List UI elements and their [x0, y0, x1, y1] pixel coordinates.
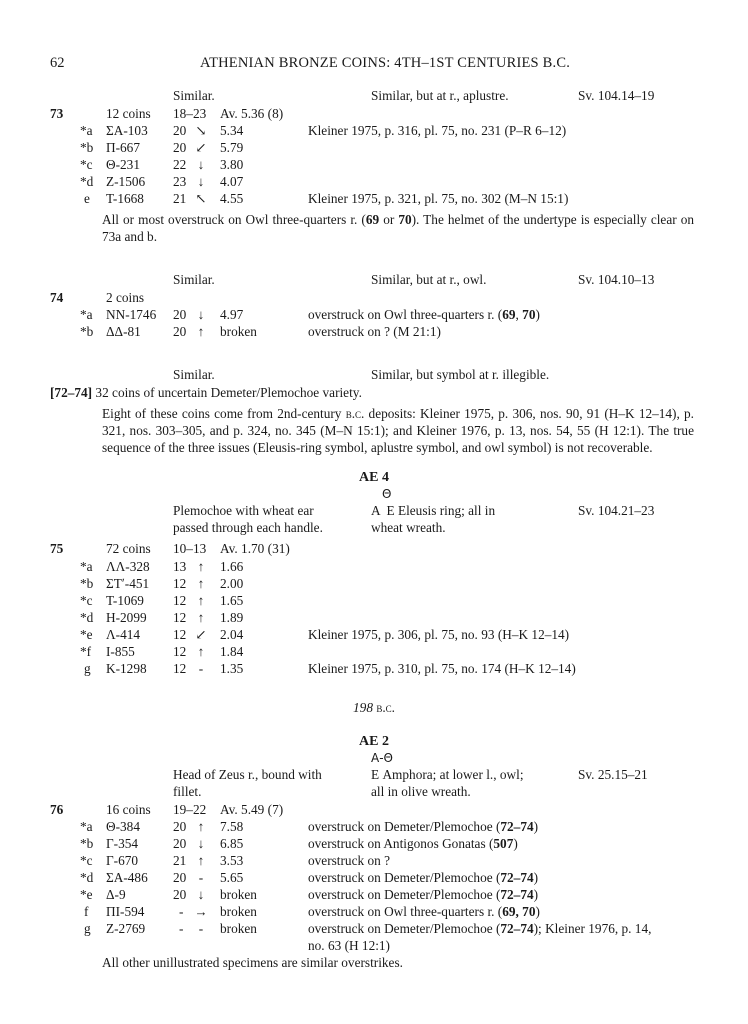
die-axis-arrow-icon: ↘	[195, 123, 207, 138]
specimen-weight: 4.07	[220, 174, 244, 189]
die-axis-arrow-icon: -	[198, 870, 204, 885]
s76-average: Av. 5.49 (7)	[220, 802, 284, 817]
die-axis-arrow-icon: →	[194, 904, 208, 919]
specimen-id: Π-667	[106, 140, 140, 155]
s73-count: 12 coins	[106, 106, 151, 121]
specimen-size: 20	[173, 324, 187, 339]
die-axis-arrow-icon: ↓	[197, 174, 205, 189]
s76-count: 16 coins	[106, 802, 151, 817]
ae4-reverse-line1: Α Ε Eleusis ring; all in	[371, 503, 496, 518]
die-axis-arrow-icon: ↑	[197, 610, 205, 625]
specimen-size: 20	[173, 307, 187, 322]
specimen-note: overstruck on ?	[308, 853, 390, 868]
specimen-note: overstruck on ? (M 21:1)	[308, 324, 441, 339]
s76-footer-note: All other unillustrated specimens are similar overstrikes.	[102, 955, 403, 970]
s74-reverse: Similar, but at r., owl.	[371, 272, 487, 287]
specimen-mark: *b	[80, 140, 94, 155]
specimen-size: 20	[173, 819, 187, 834]
specimen-weight: 5.65	[220, 870, 244, 885]
specimen-id: Γ-670	[106, 853, 139, 868]
s72-74-commentary: Eight of these coins come from 2nd-century b.c. deposits: Kleiner 1975, p. 306, nos. 90, 91 (H–K 12–14), p. 321, nos. 303–305, and p. 324, no. 345 (M–N 15:1); and Kleiner 1976, p. 13, nos. 54, 55 (H 12:1). The true sequence of the three issues (Eleusis-ring symbol, aplustre symbol, and owl symbol) is not recoverable.	[102, 406, 694, 455]
specimen-note: Kleiner 1975, p. 321, pl. 75, no. 302 (M–N 15:1)	[308, 191, 569, 206]
die-axis-arrow-icon: ↑	[197, 559, 205, 574]
die-axis-arrow-icon: ↖	[195, 191, 207, 206]
specimen-id: ΠΙ-594	[106, 904, 145, 919]
specimen-mark: f	[84, 904, 89, 919]
specimen-weight: 2.00	[220, 576, 244, 591]
specimen-size: 12	[173, 576, 187, 591]
specimen-id: Τ-1069	[106, 593, 144, 608]
s72-74-heading: [72–74] 32 coins of uncertain Demeter/Plemochoe variety.	[50, 385, 362, 400]
specimen-weight: 1.66	[220, 559, 244, 574]
s73-number: 73	[50, 106, 64, 121]
s76-range: 19–22	[173, 802, 207, 817]
s73-ref: Sv. 104.14–19	[578, 88, 655, 103]
die-axis-arrow-icon: -	[198, 661, 204, 676]
specimen-id: Γ-354	[106, 836, 139, 851]
ae4-denomination-title: AE 4	[359, 470, 389, 485]
s75-average: Av. 1.70 (31)	[220, 541, 290, 556]
s74-number: 74	[50, 290, 64, 305]
specimen-id: Θ-231	[106, 157, 140, 172]
specimen-note: Kleiner 1975, p. 316, pl. 75, no. 231 (P–R 6–12)	[308, 123, 567, 138]
die-axis-arrow-icon: ↓	[197, 887, 205, 902]
s72-74-reverse: Similar, but symbol at r. illegible.	[371, 367, 550, 382]
s73-range: 18–23	[173, 106, 207, 121]
specimen-mark: *a	[80, 307, 93, 322]
specimen-note: overstruck on Demeter/Plemochoe (72–74)	[308, 819, 539, 834]
specimen-weight: 4.97	[220, 307, 244, 322]
specimen-mark: g	[84, 921, 91, 936]
specimen-mark: *a	[80, 559, 93, 574]
specimen-id: ΔΔ-81	[106, 324, 141, 339]
specimen-size: 12	[173, 593, 187, 608]
s75-count: 72 coins	[106, 541, 151, 556]
specimen-mark: *e	[80, 627, 93, 642]
s74-ref: Sv. 104.10–13	[578, 272, 655, 287]
specimen-id: Τ-1668	[106, 191, 144, 206]
specimen-size: 20	[173, 140, 187, 155]
specimen-id: Ζ-1506	[106, 174, 146, 189]
specimen-size: 12	[173, 661, 187, 676]
ae2-ref: Sv. 25.15–21	[578, 767, 648, 782]
specimen-mark: *e	[80, 887, 93, 902]
specimen-weight: 1.65	[220, 593, 244, 608]
specimen-weight: 5.79	[220, 140, 244, 155]
s74-obverse: Similar.	[173, 272, 215, 287]
specimen-mark: *f	[80, 644, 92, 659]
ae2-reverse-line1: Ε Amphora; at lower l., owl;	[371, 767, 524, 782]
specimen-weight: 1.35	[220, 661, 244, 676]
specimen-mark: *a	[80, 819, 93, 834]
ae4-theta-monogram: Θ	[382, 487, 392, 501]
specimen-mark: *c	[80, 157, 93, 172]
specimen-mark: g	[84, 661, 91, 676]
specimen-id: Λ-414	[106, 627, 141, 642]
ae4-reverse-line2: wheat wreath.	[371, 520, 446, 535]
specimen-size: 20	[173, 887, 187, 902]
date-heading: 198 b.c.	[353, 700, 395, 715]
specimen-id: ΣΤʹ-451	[106, 576, 150, 591]
specimen-id: ΛΛ-328	[106, 559, 150, 574]
specimen-weight: broken	[220, 324, 257, 339]
s72-74-obverse: Similar.	[173, 367, 215, 382]
ae4-obverse-line2: passed through each handle.	[173, 520, 323, 535]
specimen-note: overstruck on Demeter/Plemochoe (72–74); Kleiner 1976, p. 14,	[308, 921, 652, 936]
specimen-size: 21	[173, 191, 187, 206]
specimen-note: overstruck on Demeter/Plemochoe (72–74)	[308, 870, 539, 885]
die-axis-arrow-icon: ↓	[197, 307, 205, 322]
specimen-note: overstruck on Demeter/Plemochoe (72–74)	[308, 887, 539, 902]
specimen-mark: *d	[80, 174, 94, 189]
specimen-id: ΣΑ-103	[106, 123, 148, 138]
specimen-size: -	[179, 921, 184, 936]
specimen-weight: 3.80	[220, 157, 244, 172]
die-axis-arrow-icon: ↓	[197, 157, 205, 172]
ae4-obverse-line1: Plemochoe with wheat ear	[173, 503, 314, 518]
specimen-note: overstruck on Owl three-quarters r. (69, 70)	[308, 904, 540, 919]
s74-count: 2 coins	[106, 290, 145, 305]
specimen-weight: broken	[220, 887, 257, 902]
specimen-size: 20	[173, 123, 187, 138]
ae2-reverse-line2: all in olive wreath.	[371, 784, 471, 799]
running-title: ATHENIAN BRONZE COINS: 4TH–1ST CENTURIES B.C.	[200, 55, 571, 71]
die-axis-arrow-icon: ↑	[197, 644, 205, 659]
specimen-size: 12	[173, 610, 187, 625]
specimen-mark: *b	[80, 324, 94, 339]
specimen-id: ΝΝ-1746	[106, 307, 157, 322]
specimen-id: Ζ-2769	[106, 921, 146, 936]
ae2-denomination-title: AE 2	[359, 734, 389, 749]
specimen-weight: 3.53	[220, 853, 244, 868]
die-axis-arrow-icon: ↑	[197, 324, 205, 339]
die-axis-arrow-icon: -	[198, 921, 204, 936]
s76-number: 76	[50, 802, 64, 817]
specimen-mark: *c	[80, 853, 93, 868]
die-axis-arrow-icon: ↙	[195, 140, 207, 155]
s73-obverse: Similar.	[173, 88, 215, 103]
specimen-note: overstruck on Antigonos Gonatas (507)	[308, 836, 518, 851]
specimen-size: 13	[173, 559, 187, 574]
specimen-id: Η-2099	[106, 610, 147, 625]
specimen-mark: *b	[80, 836, 94, 851]
specimen-mark: *a	[80, 123, 93, 138]
ae4-ref: Sv. 104.21–23	[578, 503, 655, 518]
specimen-note: Kleiner 1975, p. 310, pl. 75, no. 174 (H–K 12–14)	[308, 661, 576, 676]
specimen-note: overstruck on Owl three-quarters r. (69, 70)	[308, 307, 540, 322]
specimen-size: 21	[173, 853, 187, 868]
specimen-size: 12	[173, 627, 187, 642]
specimen-mark: *c	[80, 593, 93, 608]
specimen-mark: *d	[80, 870, 94, 885]
specimen-weight: 5.34	[220, 123, 244, 138]
specimen-mark: *d	[80, 610, 94, 625]
specimen-weight: 2.04	[220, 627, 244, 642]
specimen-weight: 7.58	[220, 819, 244, 834]
specimen-size: -	[179, 904, 184, 919]
specimen-size: 20	[173, 870, 187, 885]
ae2-obverse-line2: fillet.	[173, 784, 202, 799]
s75-range: 10–13	[173, 541, 207, 556]
specimen-id: Ι-855	[106, 644, 135, 659]
specimen-weight: 6.85	[220, 836, 244, 851]
die-axis-arrow-icon: ↑	[197, 819, 205, 834]
page-number: 62	[50, 55, 65, 71]
specimen-weight: 1.84	[220, 644, 244, 659]
specimen-size: 22	[173, 157, 187, 172]
specimen-id: Δ-9	[106, 887, 126, 902]
s73-commentary: All or most overstruck on Owl three-quarters r. (69 or 70). The helmet of the undertype is especially clear on 73a and b.	[102, 212, 695, 244]
specimen-note: Kleiner 1975, p. 306, pl. 75, no. 93 (H–K 12–14)	[308, 627, 570, 642]
specimen-mark: *b	[80, 576, 94, 591]
die-axis-arrow-icon: ↑	[197, 593, 205, 608]
specimen-size: 23	[173, 174, 187, 189]
specimen-weight: 4.55	[220, 191, 244, 206]
specimen-id: ΣΑ-486	[106, 870, 148, 885]
specimen-size: 12	[173, 644, 187, 659]
s73-average: Av. 5.36 (8)	[220, 106, 284, 121]
specimen-weight: broken	[220, 904, 257, 919]
die-axis-arrow-icon: ↑	[197, 853, 205, 868]
ae2-obverse-line1: Head of Zeus r., bound with	[173, 767, 322, 782]
specimen-id: Κ-1298	[106, 661, 147, 676]
specimen-size: 20	[173, 836, 187, 851]
die-axis-arrow-icon: ↙	[195, 627, 207, 642]
specimen-weight: 1.89	[220, 610, 244, 625]
specimen-note-continuation: no. 63 (H 12:1)	[308, 938, 390, 953]
specimen-mark: e	[84, 191, 90, 206]
specimen-weight: broken	[220, 921, 257, 936]
die-axis-arrow-icon: ↑	[197, 576, 205, 591]
s73-reverse: Similar, but at r., aplustre.	[371, 88, 509, 103]
s75-number: 75	[50, 541, 64, 556]
specimen-id: Θ-384	[106, 819, 140, 834]
die-axis-arrow-icon: ↓	[197, 836, 205, 851]
ae2-monogram: Α-Θ	[371, 751, 393, 765]
